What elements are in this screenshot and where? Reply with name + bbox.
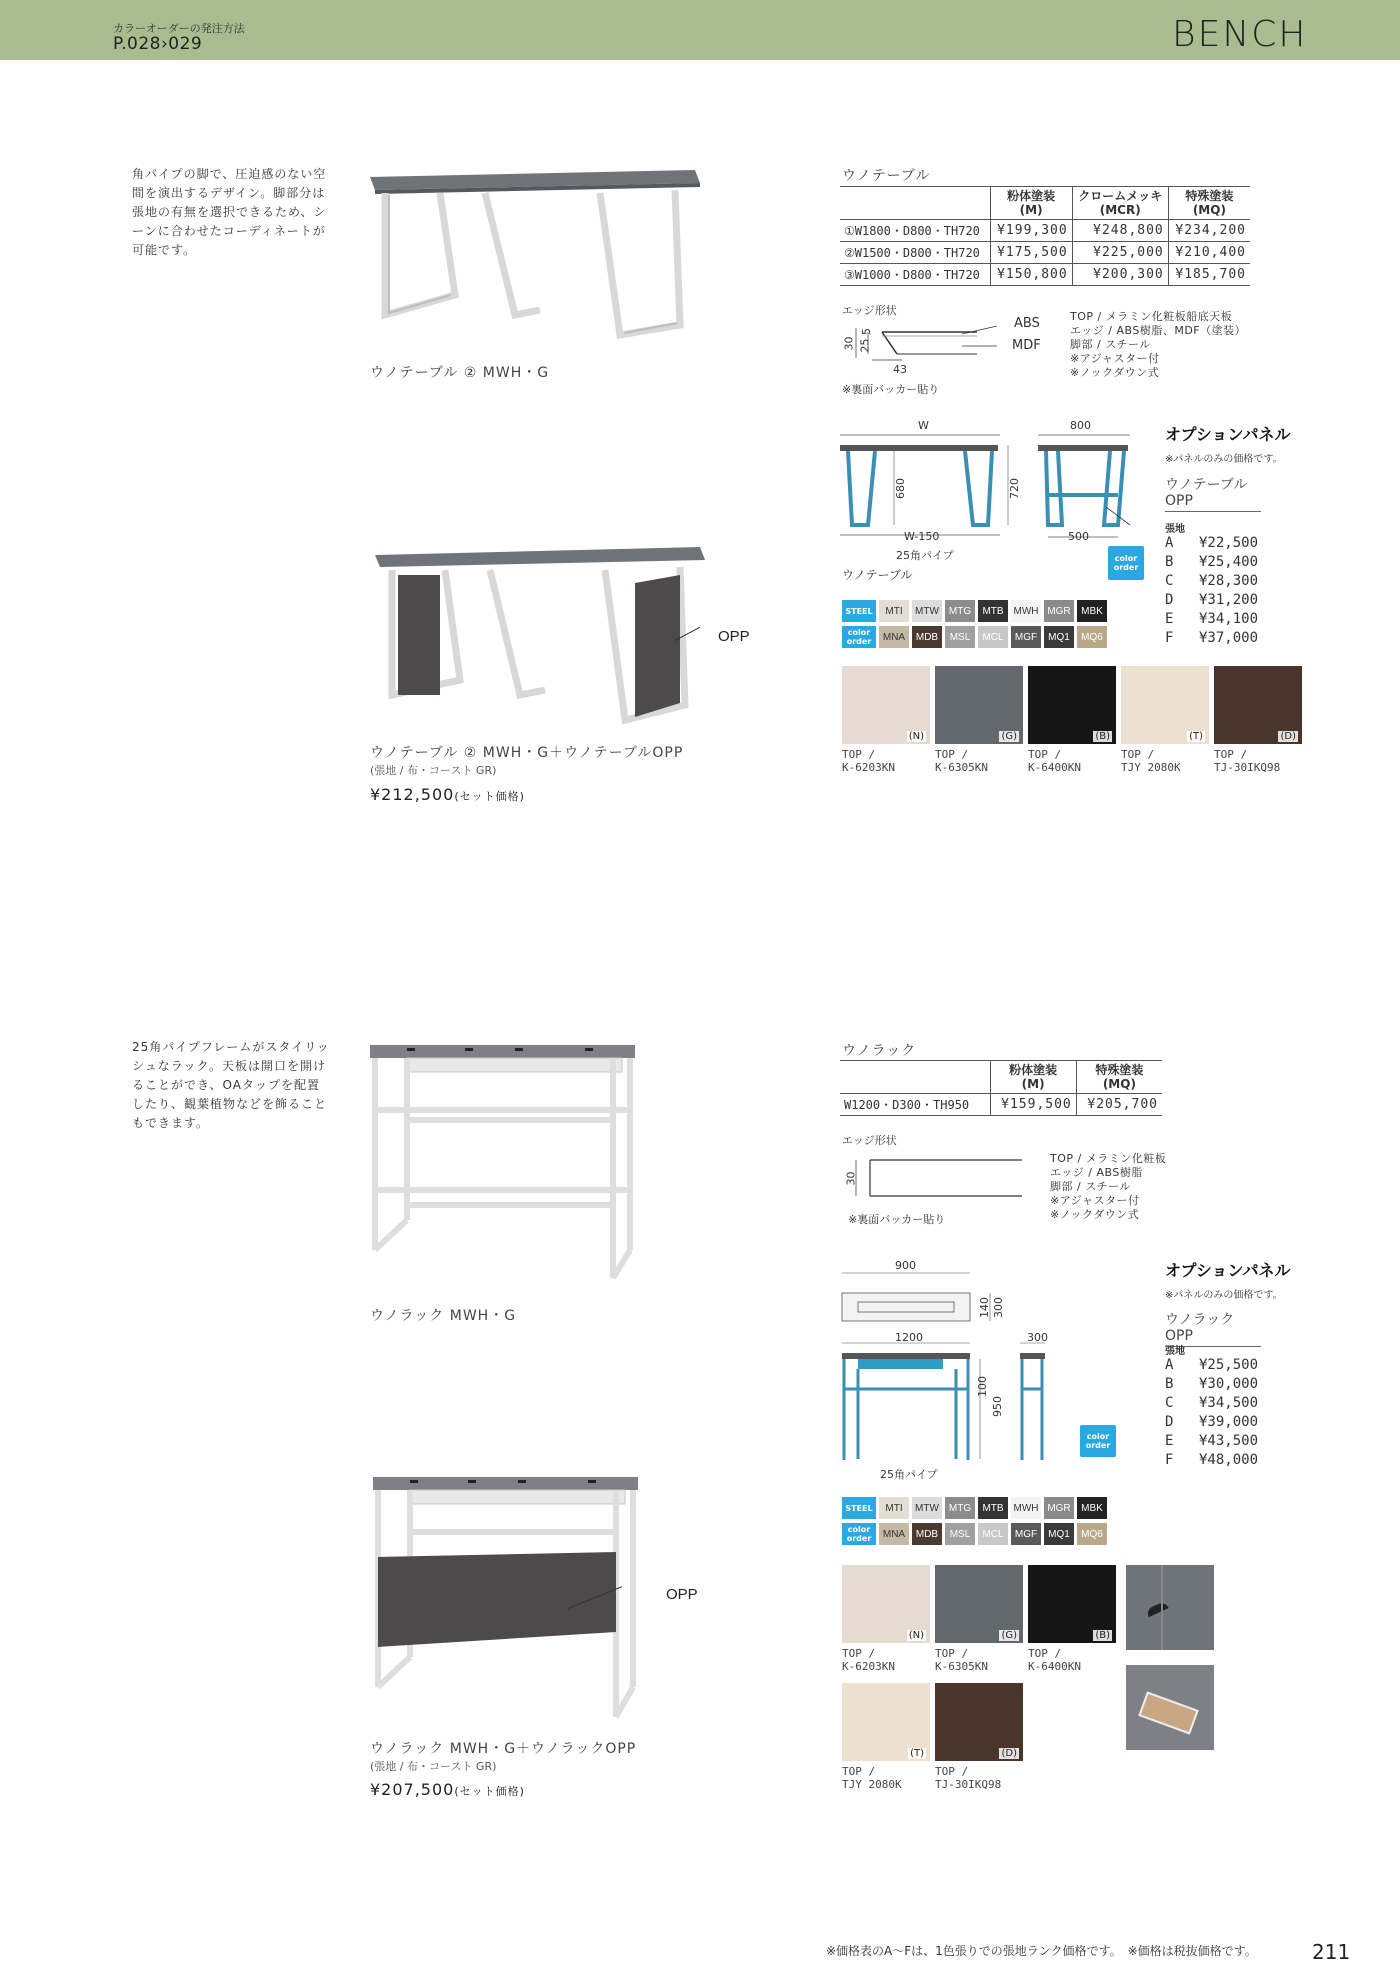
rack-dim-100: 100 <box>976 1376 989 1397</box>
steel-tag: STEEL <box>842 1497 876 1519</box>
swatch-top-label: TOP / <box>842 748 876 761</box>
swatch-code: (D) <box>1280 731 1296 742</box>
option-note: ※パネルのみの価格です。 <box>1165 454 1283 465</box>
header-title: BENCH <box>1172 14 1308 55</box>
swatch-top-label: TOP / <box>842 1647 876 1660</box>
rack-color-chips <box>842 1497 1107 1545</box>
rank-row: A ¥22,500 <box>1165 535 1259 551</box>
rack-price-title: ウノラック <box>842 1043 917 1059</box>
top-swatch[interactable] <box>1121 666 1209 744</box>
color-chip[interactable]: MGF <box>1011 1523 1041 1545</box>
swatch-top-label: TOP / <box>935 1647 969 1660</box>
price-cell: ¥225,000 <box>1072 242 1168 264</box>
color-chip[interactable]: MSL <box>945 1523 975 1545</box>
spec-line: 脚部 / スチール <box>1070 338 1151 351</box>
table-row <box>840 242 1250 264</box>
table-opp-photo <box>370 545 710 735</box>
rank-row: B ¥25,400 <box>1165 554 1259 570</box>
price-cell: ¥199,300 <box>990 220 1072 242</box>
swatch-code: (G) <box>1001 1630 1017 1641</box>
chip-row-1 <box>842 1497 1107 1519</box>
rack-dim-140: 140 <box>978 1297 991 1318</box>
color-chip[interactable]: MNA <box>879 626 909 648</box>
rack-set-price-value: ¥207,500 <box>370 1780 455 1799</box>
drawing-800: 800 <box>1070 419 1091 432</box>
spec-line: 脚部 / スチール <box>1050 1180 1131 1193</box>
swatch-caption <box>935 1647 988 1673</box>
swatch-caption <box>1121 748 1181 774</box>
table-row <box>840 264 1250 286</box>
drawing-name: ウノテーブル <box>842 568 913 582</box>
swatch-caption <box>842 1647 895 1673</box>
rack-set-price <box>370 1780 525 1799</box>
rack-option-product: ウノラックOPP <box>1165 1312 1261 1347</box>
chip-row-2 <box>842 626 1107 648</box>
rack-set-price-note: (セット価格) <box>454 1785 525 1798</box>
swatch-top-label: TOP / <box>1214 748 1248 761</box>
photo2-subcaption: (張地 / 布・コースト GR) <box>370 764 497 777</box>
rack-option-title: オプションパネル <box>1165 1261 1291 1280</box>
spec-header <box>840 187 990 220</box>
swatch-code: (B) <box>1095 731 1110 742</box>
option-rank-list <box>1165 534 1258 648</box>
color-chip[interactable]: MTW <box>912 1497 942 1519</box>
swatch-top-label: TOP / <box>1028 748 1062 761</box>
swatch-caption <box>935 748 988 774</box>
swatch-top-label: TOP / <box>1028 1647 1062 1660</box>
top-opening-photo-2 <box>1126 1665 1214 1750</box>
top-swatch[interactable] <box>1214 666 1302 744</box>
color-chip[interactable]: MTI <box>879 1497 909 1519</box>
option-product: ウノテーブル OPP <box>1165 477 1261 512</box>
price-header-m: 粉体塗装 (M) <box>990 1061 1076 1094</box>
swatch-caption <box>842 1765 902 1791</box>
rack-dim-300b: 300 <box>1027 1331 1048 1344</box>
rank-row: E ¥34,100 <box>1165 611 1259 627</box>
top-swatch[interactable] <box>1028 666 1116 744</box>
swatch-name: TJ-30IKQ98 <box>935 1778 1002 1791</box>
top-swatch[interactable] <box>842 1565 930 1643</box>
set-price-value: ¥212,500 <box>370 785 455 804</box>
swatch-code: (N) <box>908 1630 924 1641</box>
table-price-title: ウノテーブル <box>842 168 931 184</box>
table-photo <box>365 165 705 350</box>
drawing-pipe: 25角パイプ <box>896 549 954 562</box>
table-row <box>840 1094 1162 1116</box>
price-header-mcr: クロームメッキ (MCR) <box>1072 187 1168 220</box>
price-header-mq: 特殊塗装 (MQ) <box>1076 1061 1162 1094</box>
option-title: オプションパネル <box>1165 425 1291 444</box>
spec-line: ※アジャスター付 <box>1070 352 1160 365</box>
swatch-top-label: TOP / <box>1121 748 1155 761</box>
rack-option-fabric-label: 張地 <box>1165 1346 1185 1357</box>
color-chip[interactable]: MNA <box>879 1523 909 1545</box>
swatch-caption <box>935 1765 1001 1791</box>
rack-opp-label: OPP <box>666 1586 698 1603</box>
rank-row: D ¥39,000 <box>1165 1414 1259 1430</box>
rack-spec-lines <box>1050 1152 1166 1222</box>
drawing-720: 720 <box>1008 478 1021 499</box>
rack-opp-photo <box>368 1472 648 1732</box>
swatch-name: K-6203KN <box>842 761 895 774</box>
rack-edge-diagram <box>842 1150 1032 1200</box>
top-swatch[interactable] <box>842 1683 930 1761</box>
swatch-name: K-6203KN <box>842 1660 895 1673</box>
spec-line: ※ノックダウン式 <box>1050 1208 1140 1221</box>
photo1-caption: ウノテーブル ② MWH・G <box>370 365 550 381</box>
top-swatch[interactable] <box>1028 1565 1116 1643</box>
swatch-code: (D) <box>1001 1748 1017 1759</box>
spec-line: ※ノックダウン式 <box>1070 366 1160 379</box>
price-cell: ¥205,700 <box>1076 1094 1162 1116</box>
rack-dim-300: 300 <box>992 1297 1005 1318</box>
rank-row: D ¥31,200 <box>1165 592 1259 608</box>
price-cell: ¥200,300 <box>1072 264 1168 286</box>
table-dimension-drawing <box>840 425 1140 555</box>
top-swatch[interactable] <box>935 1683 1023 1761</box>
rack-edge-note: ※裏面バッカー貼り <box>848 1213 946 1226</box>
spec-line: エッジ / ABS樹脂 <box>1050 1166 1143 1179</box>
color-chip[interactable]: MGR <box>1044 1497 1074 1519</box>
chip-row-1 <box>842 600 1107 622</box>
rack-photo1-caption: ウノラック MWH・G <box>370 1308 517 1324</box>
top-opening-photo-1 <box>1126 1565 1214 1650</box>
swatch-caption <box>842 748 895 774</box>
table-row <box>840 220 1250 242</box>
color-chip[interactable]: MTG <box>945 1497 975 1519</box>
color-chip[interactable]: MCL <box>978 626 1008 648</box>
edge-abs-label: ABS <box>1014 316 1040 331</box>
rack-photo2-subcaption: (張地 / 布・コースト GR) <box>370 1760 497 1773</box>
swatch-name: K-6305KN <box>935 1660 988 1673</box>
edge-mdf-label: MDF <box>1012 338 1041 353</box>
rack-dim-900: 900 <box>895 1259 916 1272</box>
spec-line: TOP / メラミン化粧板船底天板 <box>1070 310 1233 323</box>
swatch-name: K-6305KN <box>935 761 988 774</box>
edge-dim-43: 43 <box>893 363 907 376</box>
rack-photo2-caption: ウノラック MWH・G＋ウノラックOPP <box>370 1741 637 1757</box>
swatch-code: (T) <box>1189 731 1203 742</box>
swatch-top-label: TOP / <box>935 1765 969 1778</box>
swatch-code: (G) <box>1001 731 1017 742</box>
rack-dim-1200: 1200 <box>895 1331 923 1344</box>
color-chip[interactable]: MGR <box>1044 600 1074 622</box>
spec-cell: W1200・D300・TH950 <box>840 1094 990 1116</box>
price-header-mq: 特殊塗装 (MQ) <box>1168 187 1250 220</box>
rank-row: C ¥34,500 <box>1165 1395 1259 1411</box>
chip-row-2 <box>842 1523 1107 1545</box>
rack-photo <box>365 1040 645 1295</box>
rack-color-order-badge: color order <box>1080 1425 1116 1457</box>
swatch-name: TJ-30IKQ98 <box>1214 761 1281 774</box>
color-chip[interactable]: MTG <box>945 600 975 622</box>
color-order-badge: color order <box>1108 546 1144 580</box>
table-color-chips <box>842 600 1107 648</box>
steel-tag: STEEL <box>842 600 876 622</box>
set-price-note: (セット価格) <box>454 790 525 803</box>
page-number: 211 <box>1312 1940 1351 1964</box>
header-subtitle: カラーオーダーの発注方法 <box>113 22 245 35</box>
color-chip[interactable]: MQ1 <box>1044 1523 1074 1545</box>
price-cell: ¥175,500 <box>990 242 1072 264</box>
spec-line: ※アジャスター付 <box>1050 1194 1140 1207</box>
color-chip[interactable]: MDB <box>912 626 942 648</box>
price-cell: ¥159,500 <box>990 1094 1076 1116</box>
price-header-m: 粉体塗装 (M) <box>990 187 1072 220</box>
color-chip[interactable]: MDB <box>912 1523 942 1545</box>
color-chip[interactable]: MTB <box>978 1497 1008 1519</box>
swatch-code: (N) <box>908 731 924 742</box>
price-header-row <box>840 187 1250 220</box>
rack-dim-950: 950 <box>991 1396 1004 1417</box>
top-swatch[interactable] <box>935 1565 1023 1643</box>
color-chip[interactable]: MTI <box>879 600 909 622</box>
swatch-name: TJY 2080K <box>1121 761 1181 774</box>
color-chip[interactable]: MBK <box>1077 600 1107 622</box>
price-header-row <box>840 1061 1162 1094</box>
swatch-top-label: TOP / <box>842 1765 876 1778</box>
drawing-w: W <box>918 419 929 432</box>
price-cell: ¥248,800 <box>1072 220 1168 242</box>
swatch-code: (T) <box>910 1748 924 1759</box>
option-fabric-label: 張地 <box>1165 524 1185 535</box>
edge-dim-30: 30 <box>842 336 856 351</box>
spec-cell: ①W1800・D800・TH720 <box>840 220 990 242</box>
rack-price-table <box>840 1060 1162 1116</box>
footer-note: ※価格表のA〜Fは、1色張りでの張地ランク価格です。 ※価格は税抜価格です。 <box>826 1944 1257 1958</box>
color-chip[interactable]: MWH <box>1011 1497 1041 1519</box>
drawing-680: 680 <box>894 478 907 499</box>
price-cell: ¥210,400 <box>1168 242 1250 264</box>
price-cell: ¥234,200 <box>1168 220 1250 242</box>
color-chip[interactable]: MCL <box>978 1523 1008 1545</box>
edge-note: ※裏面バッカー貼り <box>842 383 940 396</box>
swatch-caption <box>1028 1647 1081 1673</box>
swatch-caption <box>1214 748 1280 774</box>
drawing-500: 500 <box>1068 530 1089 543</box>
rack-option-rank-list <box>1165 1356 1258 1470</box>
table-description: 角パイプの脚で、圧迫感のない空間を演出するデザイン。脚部分は張地の有無を選択できるため、シーンに合わせたコーディネートが可能です。 <box>132 167 327 257</box>
rack-edge-dim-30: 30 <box>844 1171 858 1186</box>
swatch-top-label: TOP / <box>935 748 969 761</box>
swatch-name: K-6400KN <box>1028 761 1081 774</box>
color-chip[interactable]: MGF <box>1011 626 1041 648</box>
rank-row: F ¥37,000 <box>1165 630 1259 646</box>
color-chip[interactable]: MSL <box>945 626 975 648</box>
swatch-name: K-6400KN <box>1028 1660 1081 1673</box>
header-page-ref[interactable]: P.028›029 <box>113 34 203 54</box>
rack-option-note: ※パネルのみの価格です。 <box>1165 1290 1283 1301</box>
rank-row: C ¥28,300 <box>1165 573 1259 589</box>
price-cell: ¥185,700 <box>1168 264 1250 286</box>
swatch-caption <box>1028 748 1081 774</box>
swatch-name: TJY 2080K <box>842 1778 902 1791</box>
edge-title: エッジ形状 <box>842 304 897 317</box>
opp-label: OPP <box>718 628 750 645</box>
swatch-code: (B) <box>1095 1630 1110 1641</box>
color-order-tag: color order <box>842 626 876 648</box>
rank-row: A ¥25,500 <box>1165 1357 1259 1373</box>
edge-dim-25: 25 <box>858 338 872 353</box>
color-chip[interactable]: MBK <box>1077 1497 1107 1519</box>
rack-dimension-drawing <box>840 1265 1100 1465</box>
color-order-tag: color order <box>842 1523 876 1545</box>
rank-row: F ¥48,000 <box>1165 1452 1259 1468</box>
spec-cell: ③W1000・D800・TH720 <box>840 264 990 286</box>
photo2-caption: ウノテーブル ② MWH・G＋ウノテーブルOPP <box>370 745 684 761</box>
color-chip[interactable]: MWH <box>1011 600 1041 622</box>
table-spec-lines <box>1070 310 1246 380</box>
spec-line: TOP / メラミン化粧板 <box>1050 1152 1167 1165</box>
rack-drawing-pipe: 25角パイプ <box>880 1468 938 1481</box>
color-chip[interactable]: MTW <box>912 600 942 622</box>
color-chip[interactable]: MQ1 <box>1044 626 1074 648</box>
table-price-table <box>840 186 1250 286</box>
top-swatch[interactable] <box>935 666 1023 744</box>
spec-header <box>840 1061 990 1094</box>
spec-line: エッジ / ABS樹脂、MDF（塗装） <box>1070 324 1247 337</box>
spec-cell: ②W1500・D800・TH720 <box>840 242 990 264</box>
photo2-set-price <box>370 785 525 804</box>
drawing-w150: W-150 <box>904 530 940 543</box>
edge-dim-5: 5 <box>860 328 873 335</box>
rack-edge-title: エッジ形状 <box>842 1134 897 1147</box>
color-chip[interactable]: MQ6 <box>1077 1523 1107 1545</box>
rack-description: 25角パイプフレームがスタイリッシュなラック。天板は開口を開けることができ、OAタップを配置したり、観葉植物などを飾ることもできます。 <box>132 1040 330 1130</box>
price-cell: ¥150,800 <box>990 264 1072 286</box>
color-chip[interactable]: MTB <box>978 600 1008 622</box>
rank-row: E ¥43,500 <box>1165 1433 1259 1449</box>
color-chip[interactable]: MQ6 <box>1077 626 1107 648</box>
rank-row: B ¥30,000 <box>1165 1376 1259 1392</box>
top-swatch[interactable] <box>842 666 930 744</box>
